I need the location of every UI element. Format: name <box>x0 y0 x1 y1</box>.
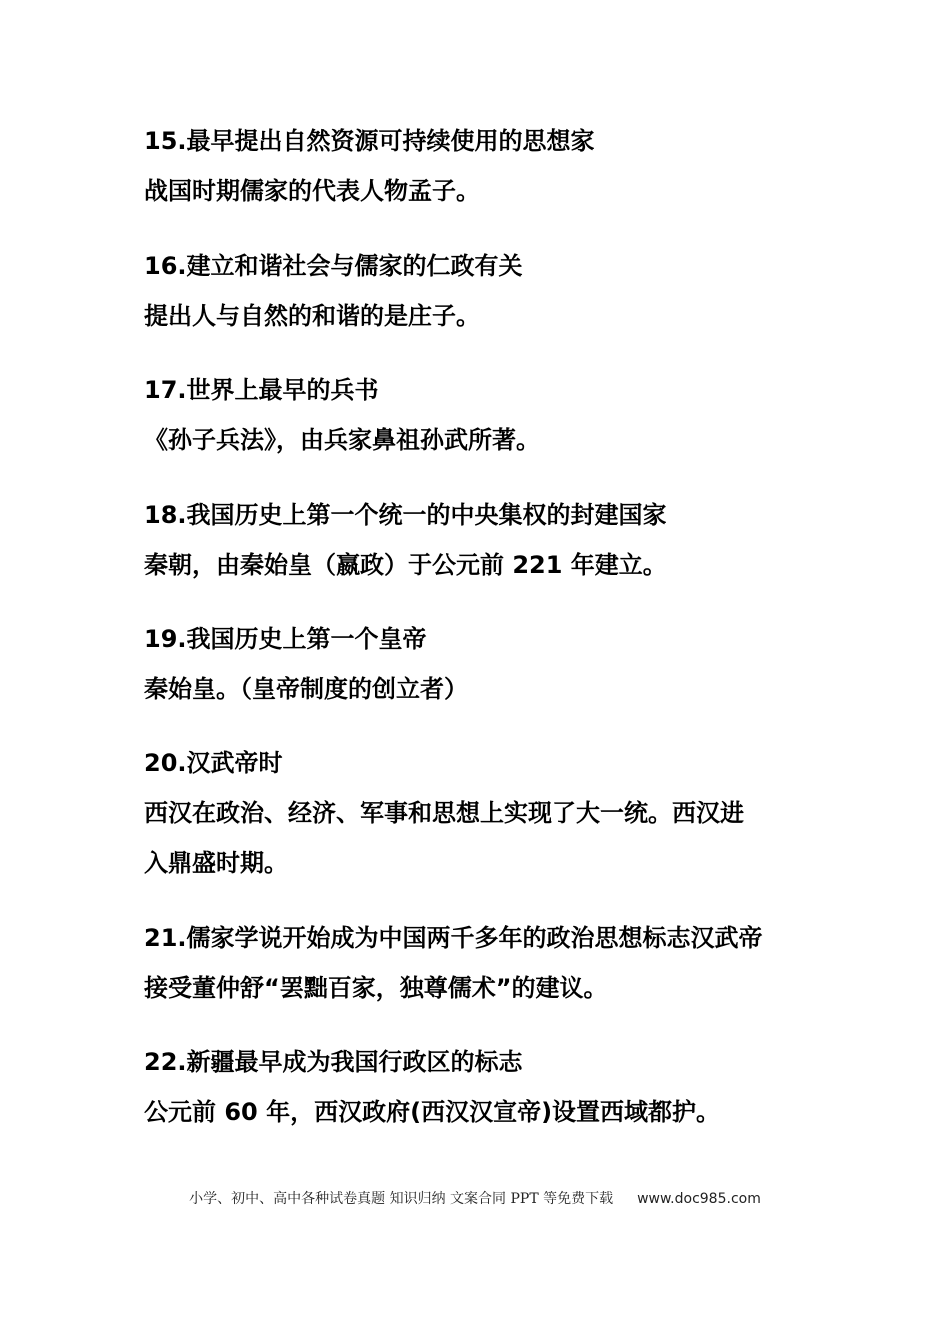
qa-item-16 <box>144 241 824 341</box>
item-answer-line: 秦始皇。（皇帝制度的创立者） <box>144 675 468 703</box>
item-heading: 22.新疆最早成为我国行政区的标志 <box>144 1048 523 1076</box>
item-answer-line: 公元前 60 年，西汉政府(西汉汉宣帝)设置西域都护。 <box>144 1098 721 1126</box>
item-heading: 16.建立和谐社会与儒家的仁政有关 <box>144 252 523 280</box>
qa-item-19 <box>144 614 824 714</box>
item-answer-line: 入鼎盛时期。 <box>144 849 288 877</box>
qa-item-21 <box>144 913 824 1013</box>
item-answer-line: 战国时期儒家的代表人物孟子。 <box>144 177 480 205</box>
footer-text: 小学、初中、高中各种试卷真题 知识归纳 文案合同 PPT 等免费下载 <box>189 1191 614 1207</box>
item-answer-line: 西汉在政治、经济、军事和思想上实现了大一统。西汉进 <box>144 799 744 827</box>
item-heading: 15.最早提出自然资源可持续使用的思想家 <box>144 127 595 155</box>
item-answer-line: 秦朝，由秦始皇（嬴政）于公元前 221 年建立。 <box>144 551 667 579</box>
page-footer <box>0 1188 950 1208</box>
item-heading: 19.我国历史上第一个皇帝 <box>144 625 427 653</box>
qa-item-17 <box>144 365 824 465</box>
footer-url-link[interactable]: www.doc985.com <box>637 1191 761 1207</box>
qa-item-18 <box>144 490 824 590</box>
item-answer-line: 提出人与自然的和谐的是庄子。 <box>144 302 480 330</box>
item-heading: 17.世界上最早的兵书 <box>144 376 379 404</box>
item-heading: 20.汉武帝时 <box>144 749 283 777</box>
qa-item-22 <box>144 1037 824 1137</box>
qa-item-20 <box>144 738 824 888</box>
item-answer-line: 接受董仲舒“罢黜百家，独尊儒术”的建议。 <box>144 974 608 1002</box>
qa-item-15 <box>144 116 824 216</box>
item-heading: 18.我国历史上第一个统一的中央集权的封建国家 <box>144 501 667 529</box>
item-heading: 21.儒家学说开始成为中国两千多年的政治思想标志汉武帝 <box>144 924 763 952</box>
item-answer-line: 《孙子兵法》，由兵家鼻祖孙武所著。 <box>144 426 540 454</box>
